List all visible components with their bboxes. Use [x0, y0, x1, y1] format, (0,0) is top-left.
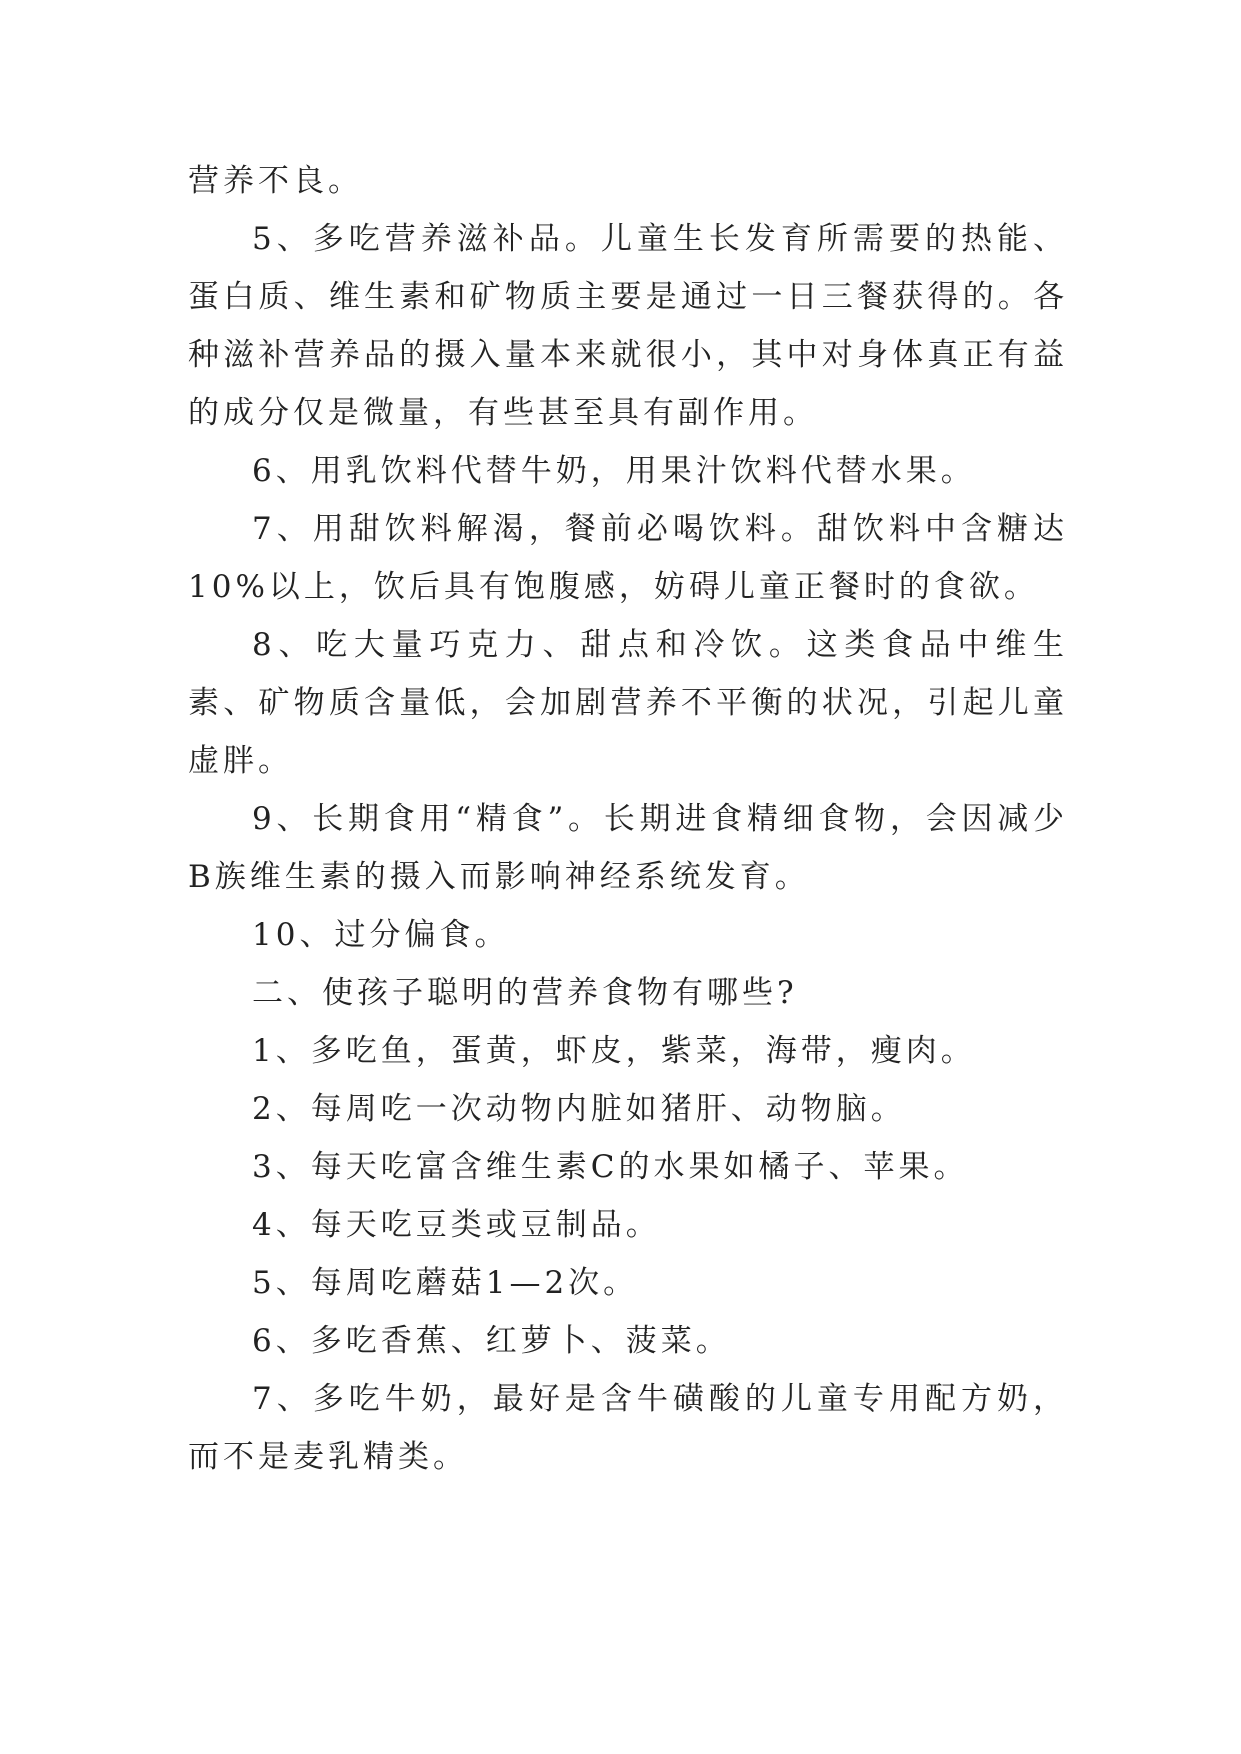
- document-body: [188, 152, 1068, 1486]
- paragraph-food-4: 4、每天吃豆类或豆制品。: [252, 1207, 661, 1243]
- paragraph-item-6-drinks: 6、用乳饮料代替牛奶，用果汁饮料代替水果。: [252, 453, 976, 489]
- paragraph-item-10-picky-eating: 10、过分偏食。: [252, 917, 510, 953]
- paragraph-food-7: 7、多吃牛奶，最好是含牛磺酸的儿童专用配方奶，而不是麦乳精类。: [188, 1381, 1068, 1475]
- paragraph-item-5-supplements: 5、多吃营养滋补品。儿童生长发育所需要的热能、蛋白质、维生素和矿物质主要是通过一日三餐获得的。各种滋补营养品的摄入量本来就很小，其中对身体真正有益的成分仅是微量，有些甚至具有副作用。: [188, 221, 1068, 431]
- paragraph-food-1: 1、多吃鱼，蛋黄，虾皮，紫菜，海带，瘦肉。: [252, 1033, 976, 1069]
- paragraph-item-9-refined-food: 9、长期食用“精食”。长期进食精细食物，会因减少B族维生素的摄入而影响神经系统发育。: [188, 801, 1068, 895]
- paragraph-food-3: 3、每天吃富含维生素C的水果如橘子、苹果。: [252, 1149, 969, 1185]
- section-heading-smart-foods: 二、使孩子聪明的营养食物有哪些?: [252, 975, 798, 1011]
- paragraph-food-6: 6、多吃香蕉、红萝卜、菠菜。: [252, 1323, 731, 1359]
- paragraph-item-8-sweets: 8、吃大量巧克力、甜点和冷饮。这类食品中维生素、矿物质含量低，会加剧营养不平衡的状况，引起儿童虚胖。: [188, 627, 1068, 779]
- paragraph-food-2: 2、每周吃一次动物内脏如猪肝、动物脑。: [252, 1091, 906, 1127]
- paragraph-food-5: 5、每周吃蘑菇1—2次。: [252, 1265, 639, 1301]
- paragraph-item-7-sweet-drinks: 7、用甜饮料解渴，餐前必喝饮料。甜饮料中含糖达10%以上，饮后具有饱腹感，妨碍儿童正餐时的食欲。: [188, 511, 1068, 605]
- paragraph-continuation: 营养不良。: [188, 163, 363, 199]
